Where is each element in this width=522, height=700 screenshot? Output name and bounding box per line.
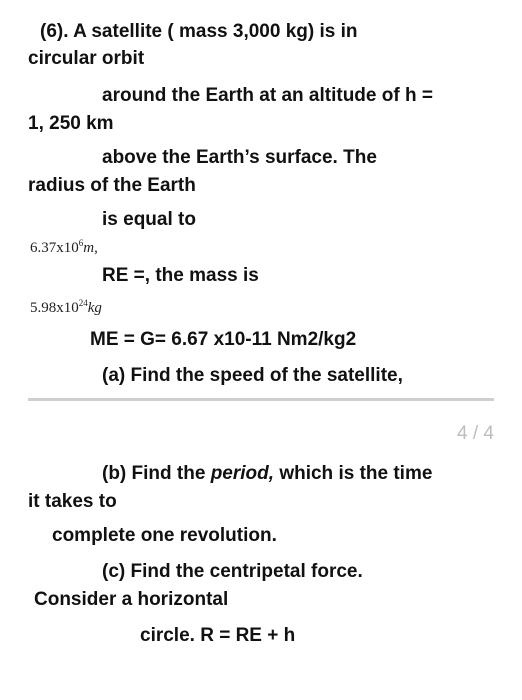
problem-text-line: complete one revolution. (52, 525, 277, 546)
radius-trailing-comma: , (94, 240, 98, 256)
problem-text-line: RE =, the mass is (102, 265, 259, 286)
radius-exponent: 6 (78, 238, 84, 248)
radius-unit: m (83, 240, 95, 256)
problem-text-line: around the Earth at an altitude of h = (102, 85, 433, 106)
question-b (102, 462, 432, 486)
problem-text-line: it takes to (28, 491, 117, 512)
earth-radius-formula (30, 234, 98, 257)
question-a: (a) Find the speed of the satellite, (102, 365, 403, 386)
problem-text-line: above the Earth’s surface. The (102, 147, 377, 168)
question-b-emphasis: period, (210, 463, 275, 484)
page-indicator: 4 / 4 (457, 423, 494, 444)
question-b-suffix: which is the time (274, 463, 433, 484)
problem-text-line: circular orbit (28, 48, 145, 69)
radius-relation-line: circle. R = RE + h (140, 625, 296, 646)
radius-mantissa: 6.37x10 (30, 240, 79, 256)
earth-mass-formula (30, 294, 102, 317)
problem-text-line: radius of the Earth (28, 175, 196, 196)
constants-line: ME = G= 6.67 x10-11 Nm2/kg2 (90, 329, 357, 350)
page-divider (28, 398, 494, 401)
problem-title-line: (6). A satellite ( mass 3,000 kg) is in (40, 21, 358, 42)
problem-text-line: 1, 250 km (28, 113, 114, 134)
mass-exponent: 24 (78, 298, 88, 308)
question-c: (c) Find the centripetal force. (102, 561, 363, 582)
problem-text-line: Consider a horizontal (34, 589, 229, 610)
mass-unit: kg (87, 300, 102, 316)
mass-mantissa: 5.98x10 (30, 300, 79, 316)
problem-text-line: is equal to (102, 209, 196, 230)
question-b-prefix: (b) Find the (102, 463, 211, 484)
